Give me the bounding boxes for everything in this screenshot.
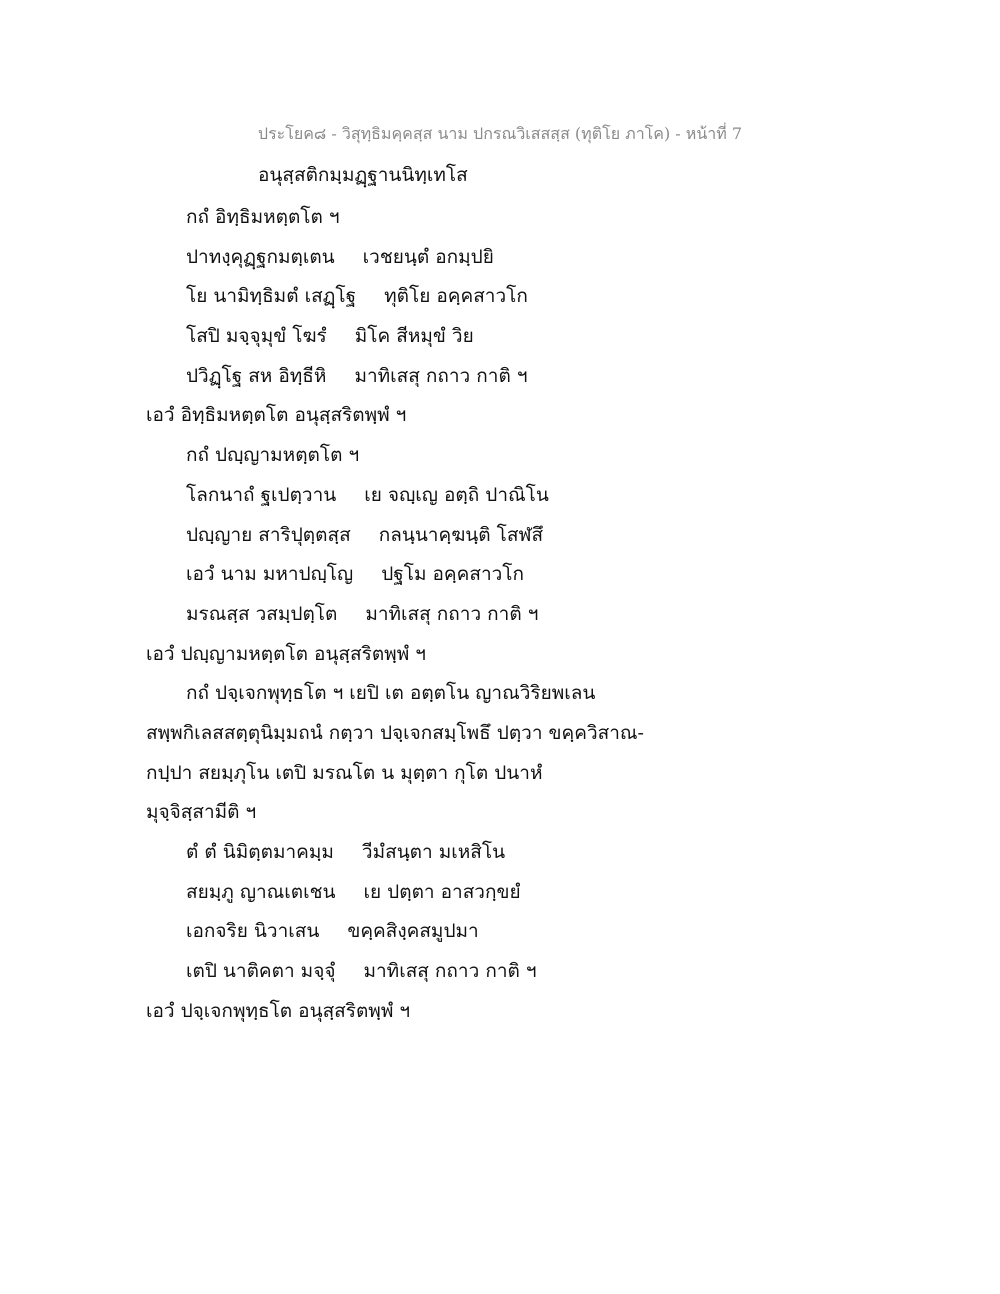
verse-line <box>146 555 846 595</box>
text-line: กถํ ปญฺญามหตฺตโต ฯ <box>186 444 360 467</box>
verse-line <box>146 476 846 516</box>
section-title: อนุสฺสติกมฺมฏฺฐานนิทฺเทโส <box>258 164 468 186</box>
verse-line <box>146 277 846 317</box>
verse-first-half: ปวิฏฺโฐ สห อิทฺธีหิ <box>186 364 327 387</box>
verse-first-half: มรณสฺส วสมฺปตฺโต <box>186 602 338 625</box>
text-line: เอวํ ปญฺญามหตฺตโต อนุสฺสริตพฺพํ ฯ <box>146 642 426 665</box>
text-line: มุจฺจิสฺสามีติ ฯ <box>146 801 257 824</box>
verse-line <box>146 873 846 913</box>
verse-first-half: เตปิ นาติคตา มจฺจุํ <box>186 960 336 983</box>
verse-second-half: มิโค สีหมุขํ วิย <box>354 325 474 348</box>
verse-line <box>146 912 846 952</box>
verse-second-half: กลนฺนาคฺฆนฺติ โสฬสึ <box>378 523 544 546</box>
text-line: กถํ อิทฺธิมหตฺตโต ฯ <box>186 206 340 228</box>
verse-first-half: สยมฺภู ญาณเตเชน <box>186 880 336 903</box>
text-line: กปฺปา สยมฺภุโน เตปิ มรณโต น มุตฺตา กุโต ปนาหํ <box>146 761 543 784</box>
verse-first-half: เอวํ นาม มหาปญฺโญ <box>186 563 354 586</box>
verse-second-half: เวชยนฺตํ อกมฺปยิ <box>362 245 494 268</box>
verse-first-half: ปาทงฺคุฏฺฐกมตฺเตน <box>186 245 335 268</box>
verse-second-half: ขคฺคสิงฺคสมูปมา <box>347 920 479 943</box>
document-body <box>146 198 846 1031</box>
verse-line <box>146 238 846 278</box>
verse-second-half: ทุติโย อคฺคสาวโก <box>384 285 528 308</box>
verse-second-half: เย ปตฺตา อาสวกฺขยํ <box>363 880 521 903</box>
text-line: เอวํ อิทฺธิมหตฺตโต อนุสฺสริตพฺพํ ฯ <box>146 404 407 427</box>
verse-first-half: ตํ ตํ นิมิตฺตมาคมฺม <box>186 841 334 863</box>
verse-second-half: มาทิเสสุ กถาว กาติ ฯ <box>363 960 537 983</box>
verse-second-half: ปฐโม อคฺคสาวโก <box>381 563 524 586</box>
text-line: เอวํ ปจฺเจกพุทฺธโต อนุสฺสริตพฺพํ ฯ <box>146 999 411 1022</box>
verse-first-half: โสปิ มจฺจุมุขํ โฆรํ <box>186 325 327 348</box>
verse-first-half: ปญฺญาย สาริปุตฺตสฺส <box>186 523 351 546</box>
verse-line <box>146 952 846 992</box>
text-line: กถํ ปจฺเจกพุทฺธโต ฯ เยปิ เต อตฺตโน ญาณวิริยพเลน <box>186 682 596 705</box>
verse-line <box>146 595 846 635</box>
page-header: ประโยค๘ - วิสุทฺธิมคฺคสฺส นาม ปกรณวิเสสสฺส (ทุติโย ภาโค) - หน้าที่ 7 <box>257 124 743 143</box>
verse-line <box>146 516 846 556</box>
verse-line <box>146 833 846 873</box>
verse-second-half: มาทิเสสุ กถาว กาติ ฯ <box>365 602 539 625</box>
verse-first-half: เอกจริย นิวาเสน <box>186 920 320 943</box>
verse-line <box>146 317 846 357</box>
verse-second-half: เย จญฺเญ อตฺถิ ปาณิโน <box>364 483 549 506</box>
verse-line <box>146 357 846 397</box>
verse-second-half: มาทิเสสุ กถาว กาติ ฯ <box>354 364 528 387</box>
verse-first-half: โลกนาถํ ฐเปตฺวาน <box>186 483 337 506</box>
text-line: สพฺพกิเลสสตฺตุนิมฺมถนํ กตฺวา ปจฺเจกสมฺโพธึ ปตฺวา ขคฺควิสาณ- <box>146 721 644 744</box>
verse-second-half: วีมํสนฺตา มเหสิโน <box>361 841 506 863</box>
verse-first-half: โย นามิทฺธิมตํ เสฏฺโฐ <box>186 285 357 308</box>
